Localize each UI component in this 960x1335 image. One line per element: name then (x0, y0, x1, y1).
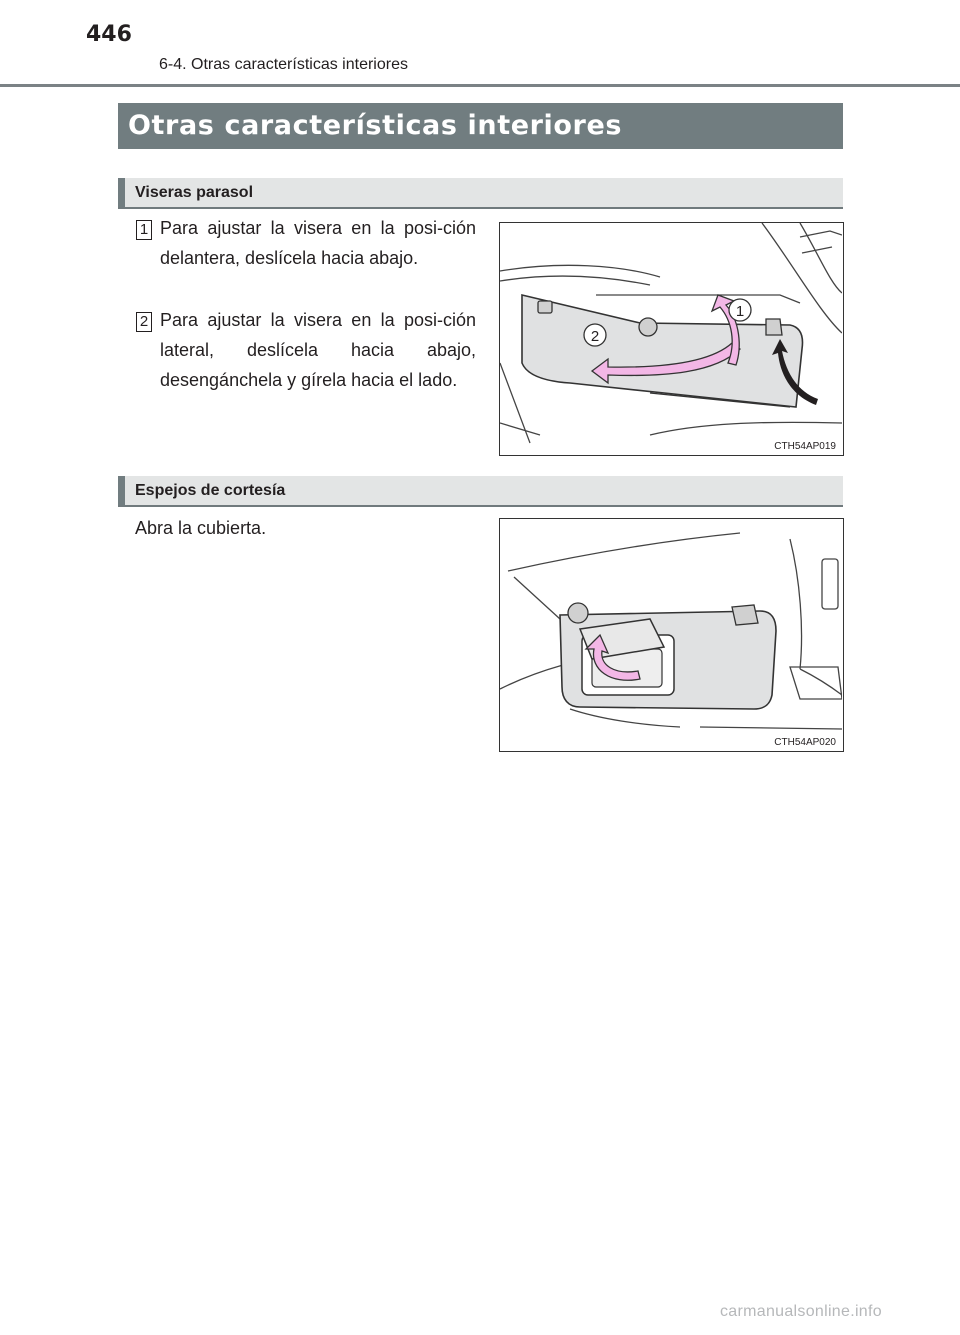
step-marker-2: 2 (136, 312, 152, 332)
watermark: carmanualsonline.info (720, 1303, 882, 1320)
step-text-2: Para ajustar la visera en la posi-ción lateral, deslícela hacia abajo, desengánchela y gírela hacia el lado. (160, 310, 476, 390)
section-heading-label: Espejos de cortesía (135, 482, 286, 499)
body-text-open-cover: Abra la cubierta. (135, 518, 267, 538)
section-accent (118, 476, 125, 505)
chapter-title: Otras características interiores (128, 110, 623, 141)
section-heading-espejos (118, 476, 843, 507)
chapter-title-bar (118, 103, 843, 149)
header-rule (0, 84, 960, 87)
callout-2: 2 (590, 328, 600, 345)
vanity-mirror-illustration (499, 518, 844, 752)
section-heading-viseras (118, 178, 843, 209)
figure-code: CTH54AP020 (774, 737, 836, 748)
figure-code: CTH54AP019 (774, 441, 836, 452)
step-marker-1: 1 (136, 220, 152, 240)
callout-1: 1 (735, 303, 745, 320)
step-text-1: Para ajustar la visera en la posi-ción delantera, deslícela hacia abajo. (160, 218, 476, 268)
sun-visor-illustration (499, 222, 844, 456)
running-header: 6-4. Otras características interiores (159, 56, 408, 73)
page-number: 446 (86, 22, 132, 47)
section-accent (118, 178, 125, 207)
section-heading-label: Viseras parasol (135, 184, 254, 201)
